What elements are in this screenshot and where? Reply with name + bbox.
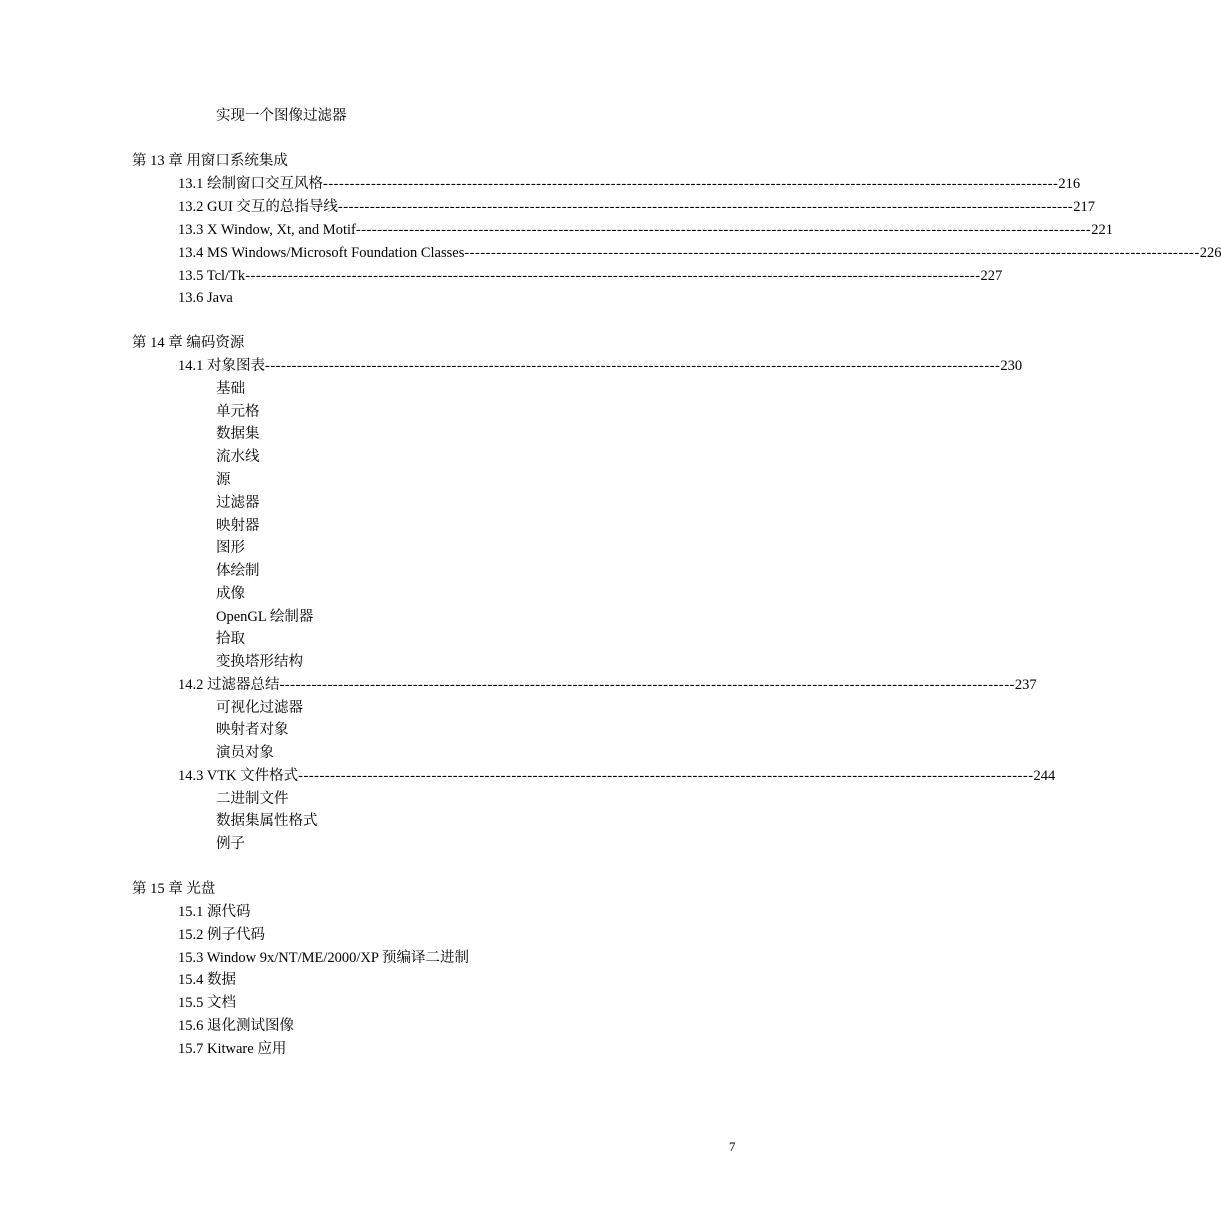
toc-subitem: 体绘制: [216, 563, 260, 579]
toc-entry-label: 15.4 数据: [178, 972, 236, 988]
toc-entry-label: 15.5 文档: [178, 995, 236, 1011]
toc-subitem: 图形: [216, 540, 245, 556]
toc-entry: [178, 244, 1221, 262]
chapter-heading: 第 13 章 用窗口系统集成: [132, 153, 288, 169]
toc-subitem: 映射器: [216, 518, 260, 534]
chapter-heading: 第 15 章 光盘: [132, 881, 216, 897]
toc-subitem: 源: [216, 472, 231, 488]
toc-subitem: 数据集: [216, 426, 260, 442]
toc-entry: [178, 357, 1023, 375]
leader-dots: ------------------------------------------------------------------------------------------------------------------------------------------: [464, 245, 1200, 261]
toc-entry: [178, 175, 1081, 193]
toc-entry-label: 13.4 MS Windows/Microsoft Foundation Classes: [178, 245, 465, 261]
toc-subitem: 单元格: [216, 404, 260, 420]
toc-entry-label: 15.2 例子代码: [178, 927, 265, 943]
toc-subitem: 可视化过滤器: [216, 700, 303, 716]
toc-entry: [178, 676, 1037, 694]
toc-entry-label: 14.1 对象图表: [178, 358, 265, 374]
toc-subitem: 流水线: [216, 449, 260, 465]
toc-entry-label: 15.7 Kitware 应用: [178, 1041, 287, 1057]
toc-entry: [178, 767, 1056, 785]
toc-page-number: 244: [1033, 768, 1056, 784]
toc-page-number: 227: [980, 268, 1003, 284]
toc-entry: [178, 267, 1003, 285]
toc-subitem: 映射者对象: [216, 722, 289, 738]
toc-entry-label: 15.1 源代码: [178, 904, 251, 920]
toc-entry-label: 14.3 VTK 文件格式: [178, 768, 299, 784]
toc-entry-label: 13.6 Java: [178, 290, 233, 306]
toc-entry-label: 13.5 Tcl/Tk: [178, 268, 246, 284]
toc-subitem: 变换塔形结构: [216, 654, 303, 670]
toc-entry-label: 13.1 绘制窗口交互风格: [178, 176, 323, 192]
toc-entry: [178, 221, 1113, 239]
leader-dots: ------------------------------------------------------------------------------------------------------------------------------------------: [279, 677, 1015, 693]
toc-subitem: 演员对象: [216, 745, 274, 761]
toc-subitem: 基础: [216, 381, 245, 397]
toc-subitem: 过滤器: [216, 495, 260, 511]
toc-subitem: 数据集属性格式: [216, 813, 318, 829]
leader-dots: ------------------------------------------------------------------------------------------------------------------------------------------: [298, 768, 1034, 784]
toc-entry-label: 13.2 GUI 交互的总指导线: [178, 199, 338, 215]
leader-dots: ------------------------------------------------------------------------------------------------------------------------------------------: [337, 199, 1074, 215]
toc-subitem: OpenGL 绘制器: [216, 609, 314, 625]
leader-dots: ------------------------------------------------------------------------------------------------------------------------------------------: [265, 358, 1001, 374]
toc-page-number: 216: [1058, 176, 1081, 192]
leader-dots: ------------------------------------------------------------------------------------------------------------------------------------------: [245, 268, 981, 284]
toc-subitem: 实现一个图像过滤器: [216, 108, 347, 124]
toc-page-number: 226: [1199, 245, 1221, 261]
toc-page-number: 237: [1014, 677, 1037, 693]
toc-subitem: 例子: [216, 836, 245, 852]
leader-dots: ------------------------------------------------------------------------------------------------------------------------------------------: [355, 222, 1092, 238]
toc-subitem: 拾取: [216, 631, 245, 647]
toc-subitem: 二进制文件: [216, 791, 289, 807]
leader-dots: ------------------------------------------------------------------------------------------------------------------------------------------: [323, 176, 1059, 192]
toc-entry: [178, 198, 1096, 216]
page-number: 7: [729, 1139, 736, 1154]
toc-subitem: 成像: [216, 586, 245, 602]
toc-entry-label: 13.3 X Window, Xt, and Motif: [178, 222, 356, 238]
chapter-heading: 第 14 章 编码资源: [132, 335, 245, 351]
toc-entry-label: 15.6 退化测试图像: [178, 1018, 294, 1034]
toc-page-number: 221: [1091, 222, 1113, 238]
toc-entry-label: 15.3 Window 9x/NT/ME/2000/XP 预编译二进制: [178, 950, 470, 966]
toc-page-number: 230: [1000, 358, 1023, 374]
toc-entry-label: 14.2 过滤器总结: [178, 677, 280, 693]
toc-page-number: 217: [1073, 199, 1096, 215]
